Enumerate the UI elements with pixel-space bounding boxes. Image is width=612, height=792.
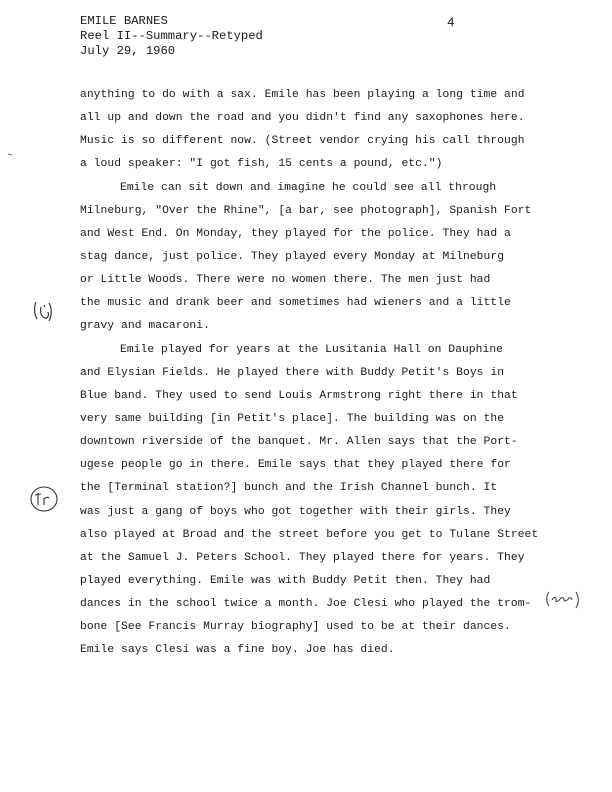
text-line: at the Samuel J. Peters School. They played there for years. They xyxy=(80,551,525,564)
page-header xyxy=(80,14,263,59)
text-line: dances in the school twice a month. Joe Clesi who played the trom- xyxy=(80,598,532,611)
text-line: all up and down the road and you didn't find any saxophones here. xyxy=(80,112,525,125)
handwritten-mark-icon xyxy=(32,298,54,324)
handwritten-scribble-icon xyxy=(543,588,583,612)
text-line: very same building [in Petit's place]. The building was on the xyxy=(80,412,505,425)
text-line: was just a gang of boys who got together with their girls. They xyxy=(80,505,511,518)
text-line: or Little Woods. There were no women there. The men just had xyxy=(80,274,491,287)
header-reel: Reel II--Summary--Retyped xyxy=(80,29,263,43)
text-line: and Elysian Fields. He played there with Buddy Petit's Boys in xyxy=(80,366,505,379)
header-name: EMILE BARNES xyxy=(80,14,168,28)
text-line: Milneburg, "Over the Rhine", [a bar, see photograph], Spanish Fort xyxy=(80,204,532,217)
text-line: played everything. Emile was with Buddy Petit then. They had xyxy=(80,574,491,587)
page-number: 4 xyxy=(447,16,455,30)
text-line: Music is so different now. (Street vendor crying his call through xyxy=(80,135,525,148)
handwritten-circled-mark-icon xyxy=(28,484,60,514)
text-line: Emile can sit down and imagine he could see all through xyxy=(120,181,497,194)
margin-tick-mark xyxy=(8,153,12,156)
text-line: a loud speaker: "I got fish, 15 cents a pound, etc.") xyxy=(80,158,443,171)
text-line: downtown riverside of the banquet. Mr. Allen says that the Port- xyxy=(80,436,518,449)
text-line: ugese people go in there. Emile says that they played there for xyxy=(80,459,511,472)
text-line: stag dance, just police. They played every Monday at Milneburg xyxy=(80,250,505,263)
text-line: Emile played for years at the Lusitania Hall on Dauphine xyxy=(120,343,503,356)
text-line: bone [See Francis Murray biography] used to be at their dances. xyxy=(80,621,511,634)
text-line: Emile says Clesi was a fine boy. Joe has died. xyxy=(80,644,395,657)
text-line: and West End. On Monday, they played for the police. They had a xyxy=(80,227,511,240)
text-line: also played at Broad and the street before you get to Tulane Street xyxy=(80,528,539,541)
text-line: anything to do with a sax. Emile has been playing a long time and xyxy=(80,89,525,101)
text-line: the [Terminal station?] bunch and the Irish Channel bunch. It xyxy=(80,482,498,495)
text-line: gravy and macaroni. xyxy=(80,320,210,333)
text-line: Blue band. They used to send Louis Armstrong right there in that xyxy=(80,389,518,402)
text-line: the music and drank beer and sometimes had wieners and a little xyxy=(80,297,511,310)
body-text xyxy=(80,84,580,663)
header-date: July 29, 1960 xyxy=(80,44,176,58)
